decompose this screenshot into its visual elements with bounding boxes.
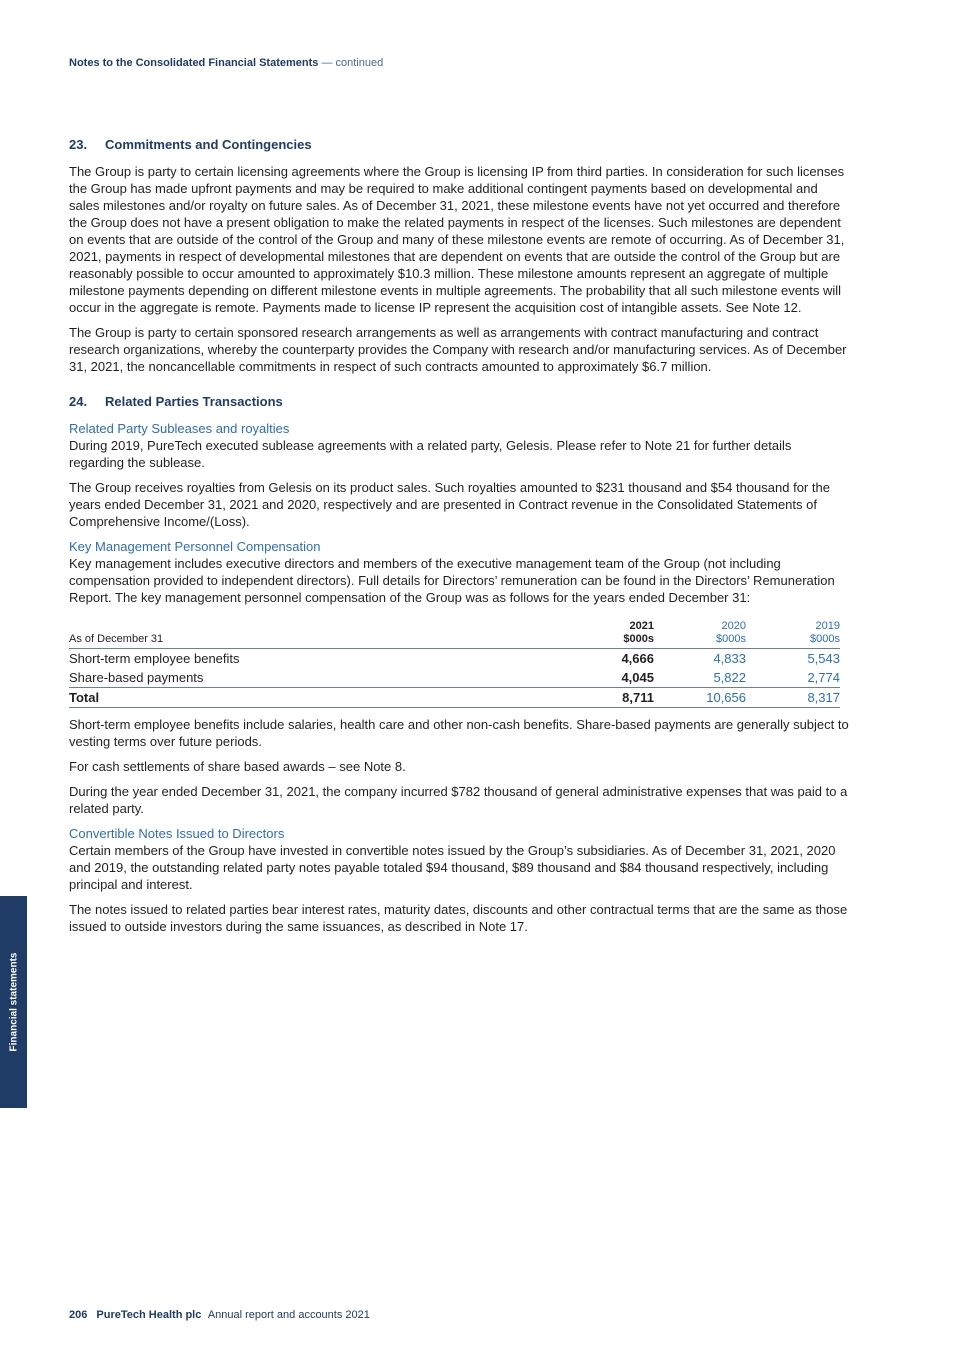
note-24-heading <box>69 393 849 410</box>
note-24-number: 24. <box>69 394 88 409</box>
running-head-suffix: — continued <box>321 57 384 69</box>
note-24-title: Related Parties Transactions <box>105 394 283 409</box>
cell-value: 4,045 <box>621 670 654 685</box>
column-year: 2019 <box>815 620 840 632</box>
note-24-paragraph-7: Certain members of the Group have invested in convertible notes issued by the Group’s subsidiaries. As of December 31, 2021, 2020 and 2019, the outstanding related party notes payable totaled $94 thousand, $89 thousand and $84 thousand respectively, including principal and interest. <box>69 843 836 892</box>
table-header-row <box>69 620 840 649</box>
page-number: 206 <box>69 1309 88 1321</box>
column-header-2021 <box>529 620 654 649</box>
cell-value: 8,711 <box>529 688 654 708</box>
cell-value: 2,774 <box>807 670 840 685</box>
column-unit: $000s <box>810 633 840 645</box>
section-side-tab <box>0 896 27 1108</box>
footer-company: PureTech Health plc <box>96 1309 202 1321</box>
column-header-2020 <box>654 620 746 649</box>
page-footer <box>69 1309 370 1321</box>
table-total-row <box>69 688 840 708</box>
cell-value: 5,543 <box>807 651 840 666</box>
row-label: Share-based payments <box>69 670 204 685</box>
side-tab-label: Financial statements <box>8 952 19 1052</box>
cell-value: 10,656 <box>654 688 746 708</box>
note-24-paragraph-2: The Group receives royalties from Gelesis on its product sales. Such royalties amounted to $231 thousand and $54 thousand for the years ended December 31, 2021 and 2020, respectively and are presented in Contract revenue in the Consolidated Statements of Comprehensive Income/(Loss). <box>69 480 830 529</box>
subheading-convertible-notes: Convertible Notes Issued to Directors <box>69 826 285 841</box>
subheading-key-management: Key Management Personnel Compensation <box>69 539 321 554</box>
note-23-number: 23. <box>69 137 88 152</box>
table-label-header: As of December 31 <box>69 620 529 649</box>
running-head <box>69 57 383 69</box>
column-year: 2021 <box>629 620 654 632</box>
row-label: Total <box>69 688 529 708</box>
note-23-heading <box>69 136 849 153</box>
footer-publication: Annual report and accounts 2021 <box>207 1309 370 1321</box>
note-24-paragraph-6: During the year ended December 31, 2021, the company incurred $782 thousand of general administrative expenses that was paid to a related party. <box>69 784 848 816</box>
column-year: 2020 <box>721 620 746 632</box>
compensation-table <box>69 620 840 708</box>
column-header-2019 <box>746 620 840 649</box>
table-row <box>69 649 840 669</box>
note-24-paragraph-1: During 2019, PureTech executed sublease agreements with a related party, Gelesis. Please refer to Note 21 for further details regarding the sublease. <box>69 438 792 470</box>
page-content <box>69 136 849 943</box>
cell-value: 4,833 <box>713 651 746 666</box>
running-head-title: Notes to the Consolidated Financial Statements <box>69 57 319 69</box>
note-23-paragraph-2: The Group is party to certain sponsored research arrangements as well as arrangements with contract manufacturing and contract research organizations, whereby the counterparty provides the Company with research and/or manufacturing services. As of December 31, 2021, the noncancellable commitments in respect of such contracts amounted to approximately $6.7 million. <box>69 325 847 374</box>
note-23-title: Commitments and Contingencies <box>105 137 312 152</box>
note-24-paragraph-3: Key management includes executive directors and members of the executive management team of the Group (not including compensation provided to independent directors). Full details for Directors’ remuneration can be found in the Directors’ Remuneration Report. The key management personnel compensation of the Group was as follows for the years ended December 31: <box>69 556 835 605</box>
row-label: Short-term employee benefits <box>69 651 240 666</box>
cell-value: 4,666 <box>621 651 654 666</box>
subheading-subleases: Related Party Subleases and royalties <box>69 421 290 436</box>
cell-value: 8,317 <box>746 688 840 708</box>
note-24-paragraph-5: For cash settlements of share based awards – see Note 8. <box>69 759 406 774</box>
note-24-paragraph-4: Short-term employee benefits include salaries, health care and other non-cash benefits. Share-based payments are generally subject to vesting terms over future periods. <box>69 717 849 749</box>
column-unit: $000s <box>623 633 654 645</box>
table-row <box>69 668 840 688</box>
note-24-paragraph-8: The notes issued to related parties bear interest rates, maturity dates, discounts and other contractual terms that are the same as those issued to outside investors during the same issuances, as described in Note 17. <box>69 902 848 934</box>
column-unit: $000s <box>716 633 746 645</box>
note-23-paragraph-1: The Group is party to certain licensing agreements where the Group is licensing IP from third parties. In consideration for such licenses the Group has made upfront payments and may be required to make additional contingent payments based on developmental and sales milestones and/or royalty on future sales. As of December 31, 2021, these milestone events have not yet occurred and therefore the Group does not have a present obligation to make the related payments in respect of the licenses. Such milestones are dependent on events that are outside of the control of the Group and many of these milestone events are remote of occurring. As of December 31, 2021, payments in respect of developmental milestones that are dependent on events that are outside the control of the Group but are reasonably possible to occur amounted to approximately $10.3 million. These milestone amounts represent an aggregate of multiple milestone payments depending on different milestone events in multiple agreements. The probability that all such milestone events will occur in the aggregate is remote. Payments made to license IP represent the acquisition cost of intangible assets. See Note 12. <box>69 164 845 315</box>
cell-value: 5,822 <box>713 670 746 685</box>
